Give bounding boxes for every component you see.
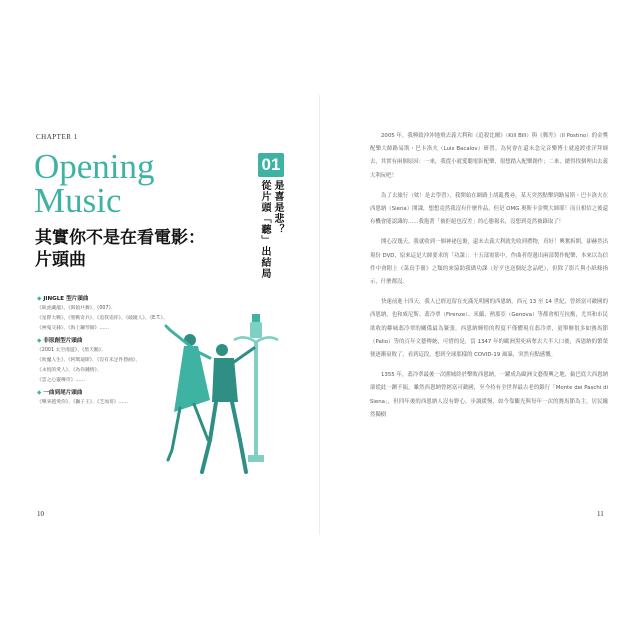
page-number-right: 11: [597, 510, 604, 518]
chapter-title: [34, 147, 155, 220]
side-heading-col-1: 是喜是悲？: [272, 180, 283, 235]
list-item: 《星際大戰》、《聖戰奇兵》、《追我追你》、《破鏡人》、《E.T.》、: [37, 316, 168, 321]
list-item: 《神鬼交鋒》、《海上鋼琴師》……: [37, 326, 109, 331]
list-heading: ◆ 一曲到尾片頭曲: [37, 390, 83, 396]
title-line-2: Music: [34, 181, 122, 220]
chapter-label: CHAPTER 1: [36, 133, 78, 141]
dancing-couple-illustration: [150, 300, 285, 480]
list-item: 《樂來越愛你》、《獅子王》、《芝加哥》……: [37, 400, 129, 405]
list-heading: ◆ JINGLE 型片頭曲: [37, 296, 89, 302]
paragraph: 開心沒幾天，我就收到一個神祕包裹，還未去義大利就先收到禮物，真好！興奮拆開，卻赫然出現份 DVD，原來這是大師要求的「功課」：十五部電影中，作曲者得邊出兩部製作配樂，本來以為信件中會附上《菜鳥手冊》之類的來協助我做功課（好歹也送個紀念品吧），但除了影片與小紙條指示，什麼都沒。: [370, 239, 608, 286]
list-item: 《雲之心靈傳奇》……: [37, 378, 85, 383]
body-text: [370, 130, 608, 429]
page-number-left: 10: [37, 510, 44, 518]
list-item: 《永恆的愛人》、《為你鍾情》、: [37, 368, 102, 373]
paragraph: 1355 年，翡冷翠最後一次圍城終於擊敗西恩納，一躍成為歐洲文藝復興之地，倫巴底大西恩納卻從此一蹶不振，雖然西恩納曾經富可敵國，至今持有全世界最古老的銀行「Monte dei Paschi di Siena」，但四年後的西恩納人沒有野心，步調緩慢，如今靠觀光與每年一次的賽馬節為主，居民纔然獨樹: [370, 372, 608, 418]
side-heading-col-2: 從片頭「聽」出結局: [259, 180, 270, 279]
bullet-icon: ◆: [37, 338, 42, 344]
section-number-badge: 01: [258, 153, 284, 177]
subtitle-line-1: 其實你不是在看電影：: [35, 228, 205, 248]
paragraph: 2005 年，我興致沖沖地飛去義大利和《追殺比爾》（Kill Bill）與《郵差》（Il Postino）的金獎配樂大師路易斯・巴卡洛夫（Luis Bacalov）研習。為何會在還未念完音樂博士就遠渡重洋拜師去，其實有兩個原因：一來，我從小就愛聽電影配樂，很想踏入配樂創作；二來，總得找個理由去義大利玩吧！: [370, 133, 608, 179]
list-item: 《2001 太空漫遊》、《黑天鵝》、: [37, 348, 106, 353]
list-heading: ◆ 非原創型片頭曲: [37, 338, 83, 344]
paragraph: 為了去旅行（欸！是去學習），我開始在網路上胡亂搜尋，某天突然點擊到路易斯・巴卡洛夫在西恩納（Siena）開課，想想竟然我沒有什麼作品，但是 OMG 奧斯卡金獎大師耶！而且相信之後還有機會能認識的……我抱著「被拒絕也沒差」的心態報名，沒想到竟然被錄取了！: [370, 192, 608, 226]
bullet-icon: ◆: [37, 390, 42, 396]
title-line-1: Opening: [34, 147, 155, 186]
bullet-icon: ◆: [37, 296, 42, 302]
list-item: 《臥虎藏龍》、《與狼共舞》、《007》、: [37, 306, 116, 311]
list-item: 《吹魔人生》、《阿瑪迪斯》、《沒有未足件想曲》、: [37, 358, 141, 363]
paragraph: 快速前進十四天，我人已經逗留在充滿光明國的西恩納，西元 13 至 14 世紀，曾經富可敵國的西恩納，也和威尼斯、翡冷翠（Firenze）、米蘭、熱那亞（Genova）等都會相互抗衡，尤其和市民欲收的鄰城翡冷翠的關係最為緊張。西恩納輝煌的程度不僅體現在翡冷翠，更舉辦很多如賽馬節（Palio）等的百年文藝傳統，可惜的是，當 1347 年的歐洲黑死病奪去大半人口後，西恩納的繁榮便逐漸衰敗了，看到這段，想到全球那樣的 COVID-19 風暴，突然有點感慨。: [370, 299, 608, 359]
subtitle-line-2: 片頭曲: [35, 250, 86, 270]
chapter-subtitle: [35, 227, 205, 271]
